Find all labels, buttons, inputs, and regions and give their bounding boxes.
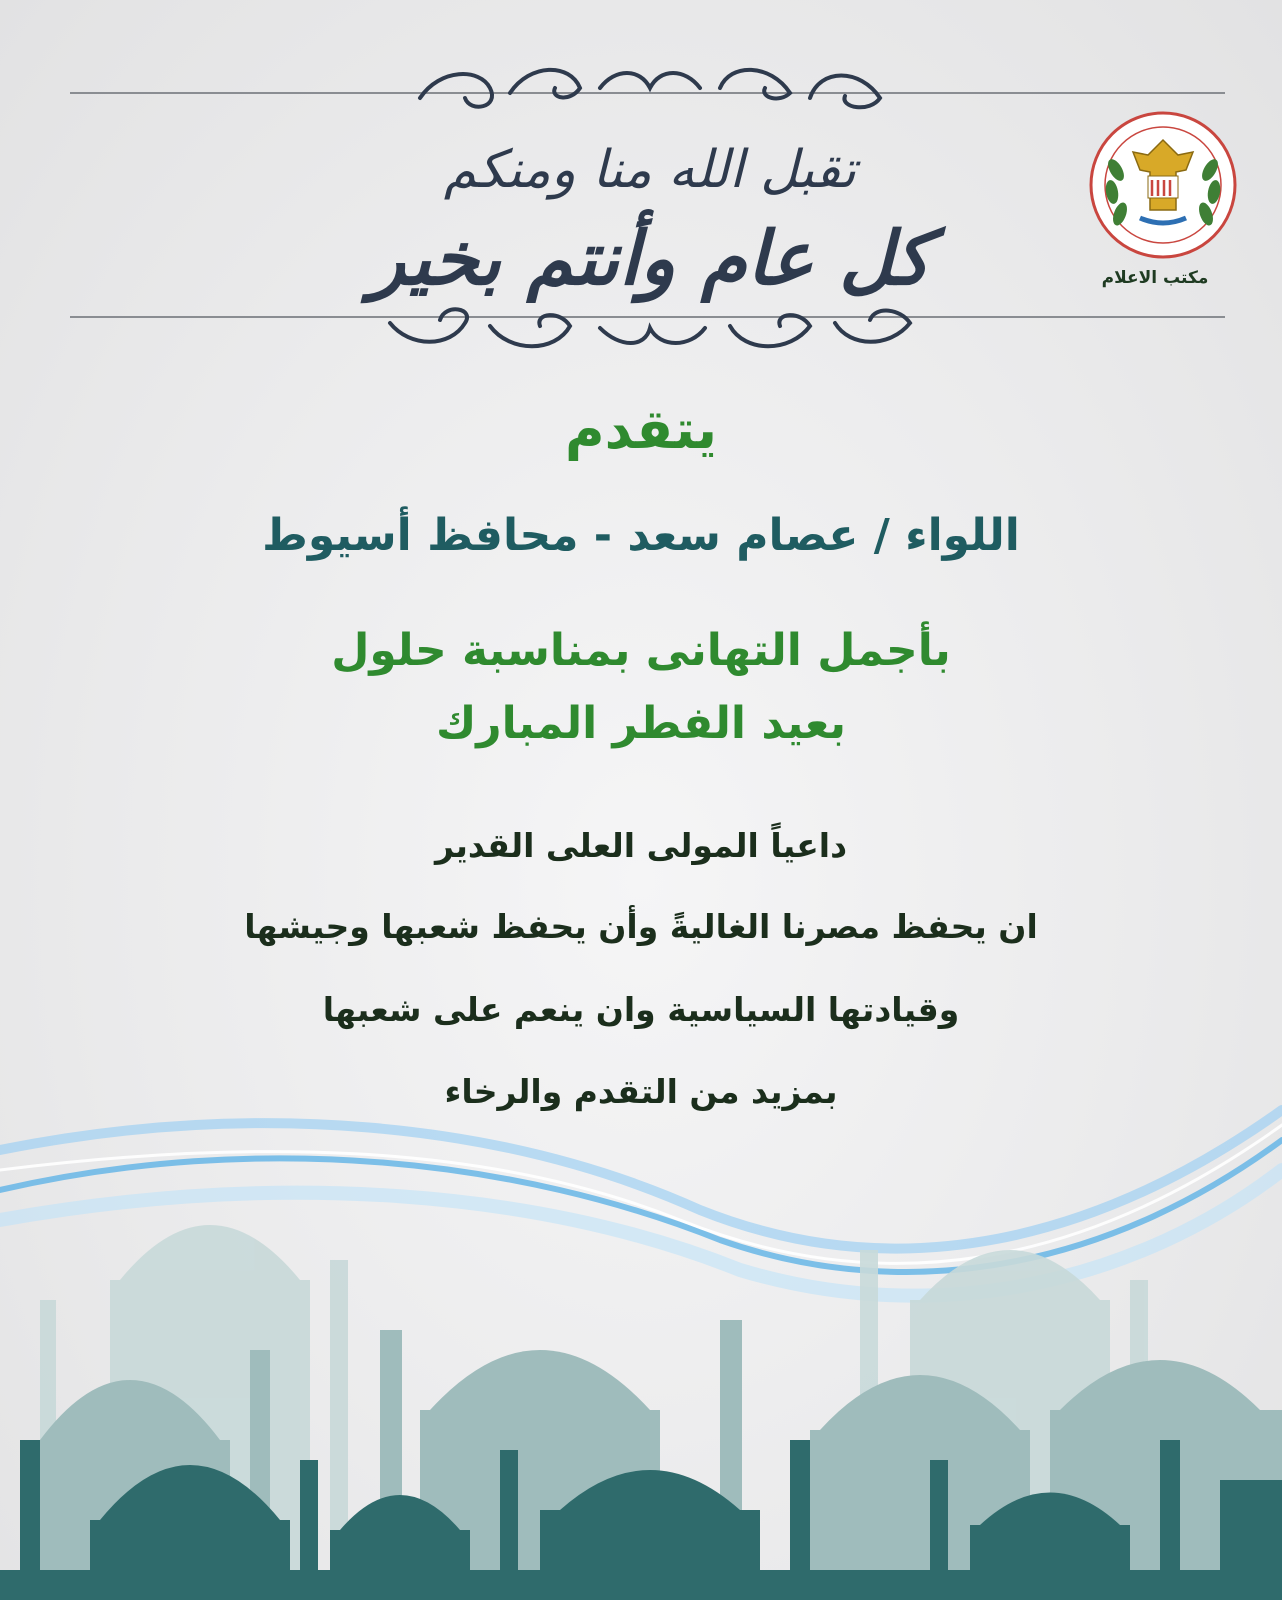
eid-calligraphy-header xyxy=(270,48,1030,358)
mosque-skyline-illustration xyxy=(0,1080,1282,1600)
governor-name: اللواء / عصام سعد - محافظ أسيوط xyxy=(262,510,1020,561)
prayer-line-1: داعياً المولى العلى القدير xyxy=(434,826,848,865)
prayer-line-3: وقيادتها السياسية وان ينعم على شعبها xyxy=(322,990,960,1029)
scroll-ornament-top-icon xyxy=(400,58,900,118)
presents-heading: يتقدم xyxy=(565,398,717,461)
congratulations-line-1: بأجمل التهانى بمناسبة حلول xyxy=(331,625,951,676)
scroll-ornament-bottom-icon xyxy=(370,298,930,358)
prayer-line-4: بمزيد من التقدم والرخاء xyxy=(444,1072,838,1111)
calligraphy-line-1: تقبل الله منا ومنكم xyxy=(443,140,857,200)
congratulations-line-2: بعيد الفطر المبارك xyxy=(435,698,847,749)
media-office-label: مكتب الاعلام xyxy=(1101,268,1209,288)
calligraphy-line-2: كل عام وأنتم بخير xyxy=(369,216,931,302)
governorate-eagle-seal-icon xyxy=(1088,110,1238,260)
prayer-line-2: ان يحفظ مصرنا الغاليةً وأن يحفظ شعبها وجيشها xyxy=(244,907,1038,946)
